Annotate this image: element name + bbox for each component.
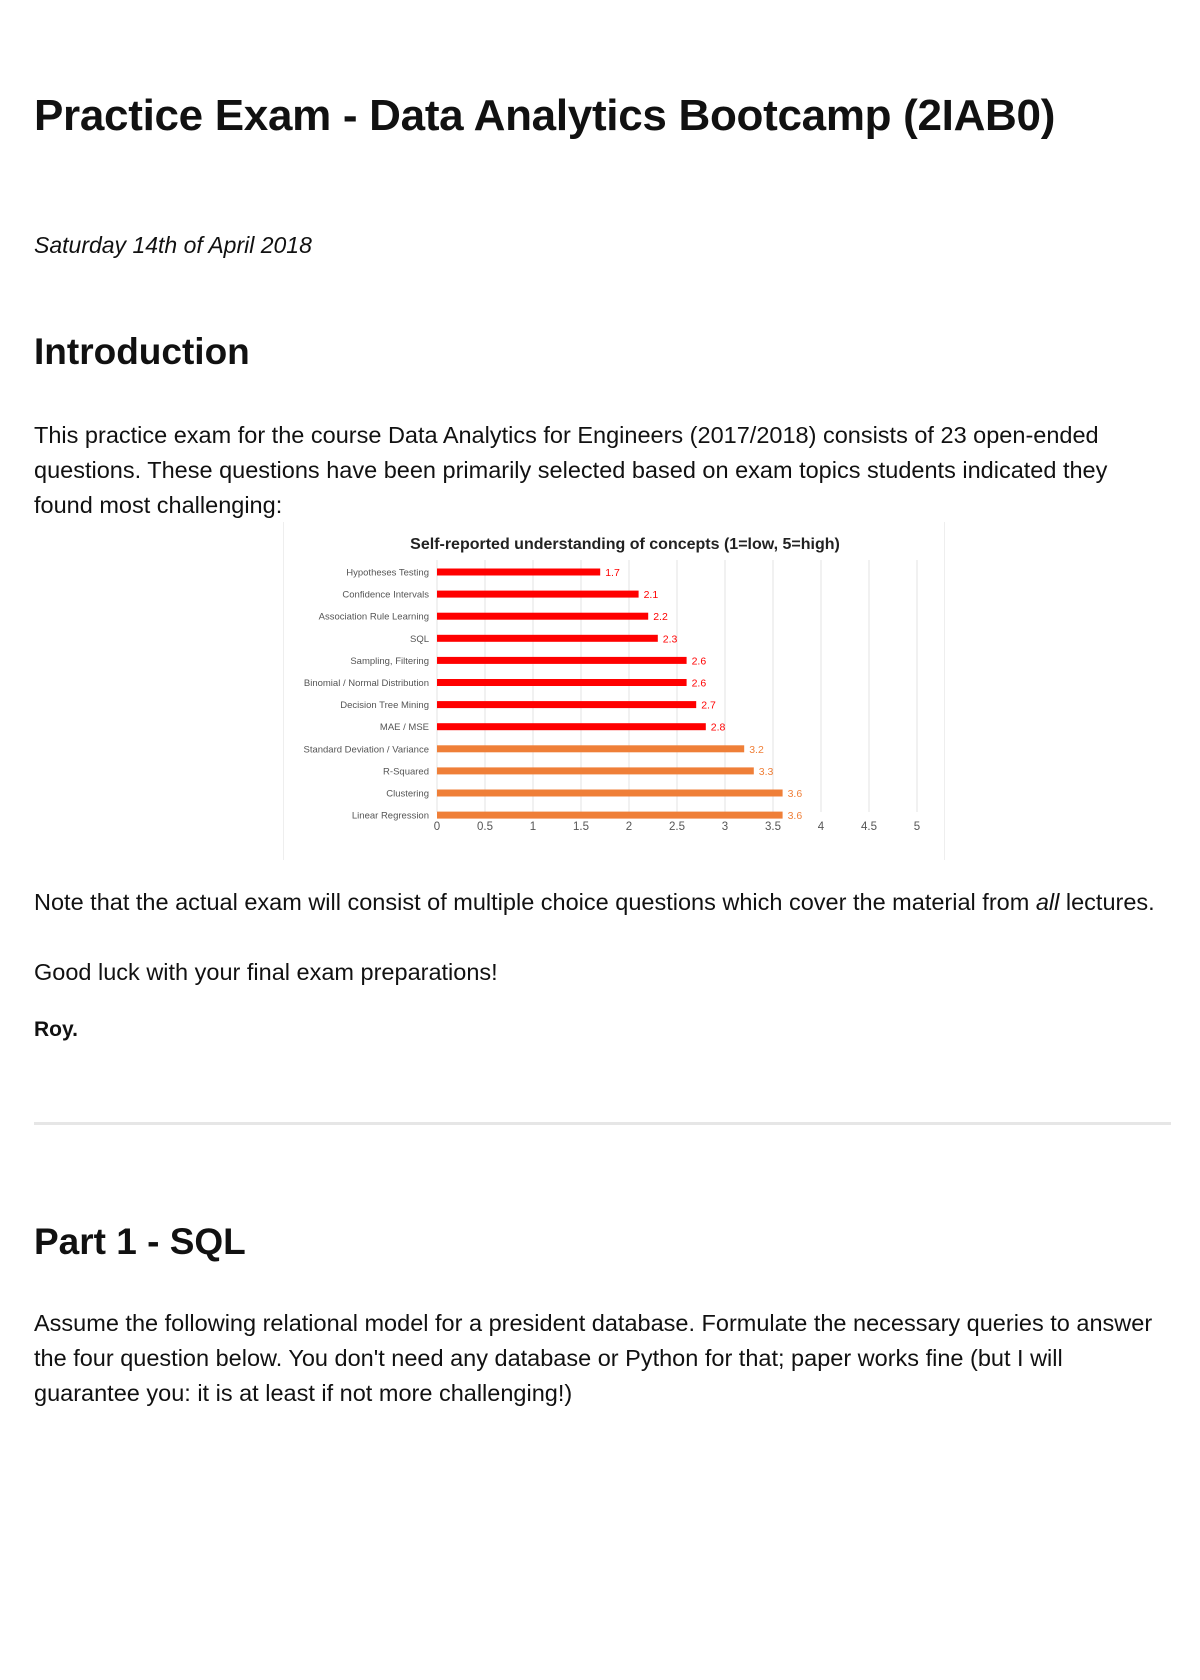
category-label: Hypotheses Testing <box>346 567 429 579</box>
bar-value-label: 3.2 <box>749 743 764 756</box>
introduction-paragraph: This practice exam for the course Data Analytics for Engineers (2017/2018) consists of 23 open-ended questions. These questions have been primarily selected based on exam topics students indicated they found most challenging: <box>34 422 1108 518</box>
part1-paragraph: Assume the following relational model for a president database. Formulate the necessary queries to answer the four question below. You don't need any database or Python for that; paper works fine (but I will guarantee you: it is at least if not more challenging!) <box>34 1310 1153 1406</box>
category-label: Clustering <box>386 788 429 800</box>
bar <box>437 613 648 620</box>
category-label: Sampling, Filtering <box>350 655 429 667</box>
chart-category-labels <box>303 568 429 822</box>
x-tick-label: 0 <box>433 821 441 833</box>
bar-value-label: 3.3 <box>758 765 774 778</box>
bar-value-label: 2.6 <box>691 655 707 668</box>
bar <box>437 635 658 642</box>
document-date: Saturday 14th of April 2018 <box>34 232 312 258</box>
bar-value-label: 2.1 <box>643 589 659 602</box>
bar-value-label: 2.8 <box>710 721 726 734</box>
section-divider <box>34 1122 1171 1125</box>
bar <box>437 679 687 686</box>
category-label: Binomial / Normal Distribution <box>303 678 429 689</box>
x-tick-label: 1 <box>529 821 537 833</box>
bar <box>437 701 696 708</box>
category-label: Decision Tree Mining <box>340 700 429 712</box>
x-tick-label: 2.5 <box>669 821 685 833</box>
x-tick-label: 4.5 <box>861 821 877 833</box>
bar <box>437 790 783 797</box>
bar-value-label: 2.2 <box>653 611 668 624</box>
document-title: Practice Exam - Data Analytics Bootcamp (2IAB0) <box>34 91 1056 140</box>
understanding-bar-chart <box>283 522 945 860</box>
note-text-end: lectures. <box>1059 889 1155 915</box>
category-label: Association Rule Learning <box>318 611 429 623</box>
bar-value-label: 3.6 <box>787 810 803 823</box>
x-tick-label: 2 <box>625 821 633 833</box>
note-paragraph <box>34 885 1169 920</box>
bar <box>437 812 783 819</box>
signature: Roy. <box>34 1018 78 1041</box>
category-label: Confidence Intervals <box>342 589 429 601</box>
bar <box>437 657 687 664</box>
x-tick-label: 3 <box>721 821 729 833</box>
good-luck-text: Good luck with your final exam preparations! <box>34 959 498 985</box>
chart-bars <box>437 569 783 819</box>
bar-value-label: 2.7 <box>701 699 716 712</box>
bar-value-label: 2.3 <box>662 633 678 646</box>
category-label: Linear Regression <box>351 810 429 822</box>
bar <box>437 569 600 576</box>
x-tick-label: 5 <box>913 821 921 833</box>
bar <box>437 745 744 752</box>
bar <box>437 591 639 598</box>
note-emphasis: all <box>1035 889 1060 915</box>
category-label: R-Squared <box>383 766 429 778</box>
x-tick-label: 3.5 <box>765 821 781 833</box>
chart-title: Self-reported understanding of concepts (1=low, 5=high) <box>410 536 840 553</box>
x-tick-label: 1.5 <box>573 821 589 833</box>
category-label: SQL <box>409 633 429 645</box>
chart-x-axis-ticks <box>434 821 920 833</box>
bar-value-label: 1.7 <box>605 567 620 579</box>
bar <box>437 767 754 774</box>
x-tick-label: 4 <box>817 821 825 833</box>
chart-canvas <box>283 522 945 860</box>
note-text-start: Note that the actual exam will consist of multiple choice questions which cover the material from <box>34 889 1036 915</box>
introduction-heading: Introduction <box>34 331 250 372</box>
category-label: Standard Deviation / Variance <box>303 744 429 756</box>
part1-heading: Part 1 - SQL <box>34 1221 246 1262</box>
bar-value-label: 2.6 <box>691 677 707 690</box>
x-tick-label: 0.5 <box>477 821 493 833</box>
bar-value-label: 3.6 <box>787 788 803 800</box>
category-label: MAE / MSE <box>379 722 429 734</box>
bar <box>437 723 706 730</box>
